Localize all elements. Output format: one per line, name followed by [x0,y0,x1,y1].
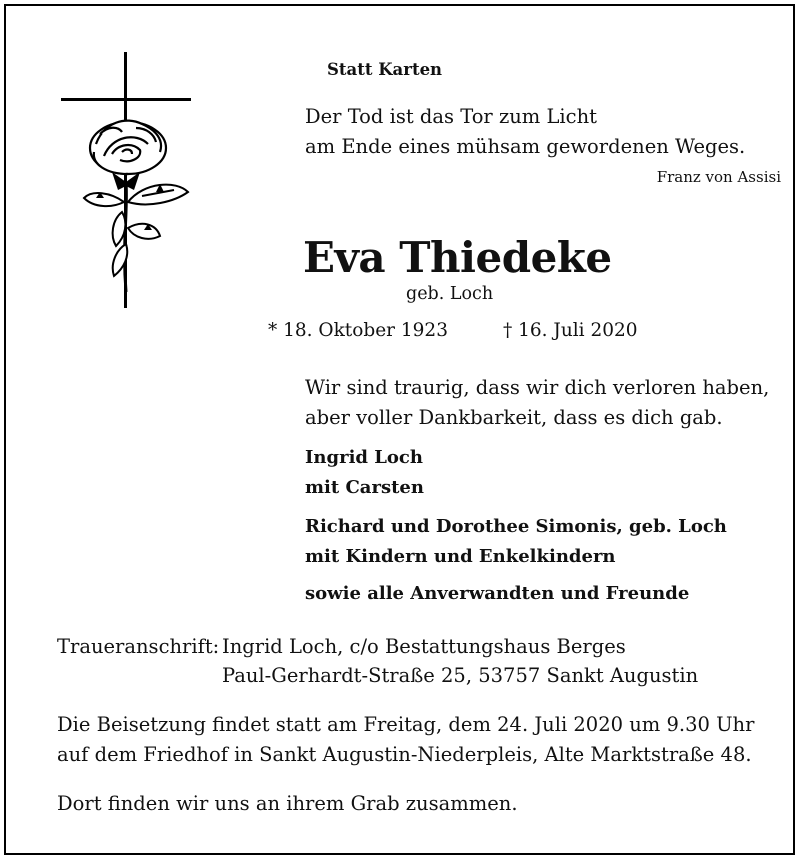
mourner-group [305,443,424,503]
message-line: Wir sind traurig, dass wir dich verloren haben, [305,376,770,399]
deceased-name: Eva Thiedeke [303,233,612,282]
cross-with-rose-icon [56,52,196,308]
mourner-group [305,579,689,609]
death-date: † 16. Juli 2020 [503,320,638,341]
intro-text: Statt Karten [327,60,443,79]
mourner-line: mit Kindern und Enkelkindern [305,546,616,567]
mourner-line: mit Carsten [305,477,424,498]
mourner-line: Ingrid Loch [305,447,423,468]
birth-date: * 18. Oktober 1923 [268,320,448,341]
funeral-line: Die Beisetzung findet statt am Freitag, dem 24. Juli 2020 um 9.30 Uhr [57,713,755,736]
mourning-message [305,373,769,433]
quote-line: am Ende eines mühsam gewordenen Weges. [305,135,746,158]
funeral-info [57,710,754,770]
address-label: Traueranschrift: [57,635,220,658]
quote [305,102,745,162]
address-line: Ingrid Loch, c/o Bestattungshaus Berges [222,635,626,658]
message-line: aber voller Dankbarkeit, dass es dich gab. [305,406,723,429]
address-line: Paul-Gerhardt-Straße 25, 53757 Sankt Augustin [222,664,699,687]
maiden-name: geb. Loch [406,284,494,304]
mourner-line: Richard und Dorothee Simonis, geb. Loch [305,516,727,537]
closing-text: Dort finden wir uns an ihrem Grab zusammen. [57,792,518,815]
obituary-notice [4,4,795,855]
funeral-line: auf dem Friedhof in Sankt Augustin-Niederpleis, Alte Marktstraße 48. [57,743,752,766]
mourner-group [305,512,727,572]
quote-line: Der Tod ist das Tor zum Licht [305,105,597,128]
quote-author: Franz von Assisi [656,168,781,186]
mourner-line: sowie alle Anverwandten und Freunde [305,583,690,604]
